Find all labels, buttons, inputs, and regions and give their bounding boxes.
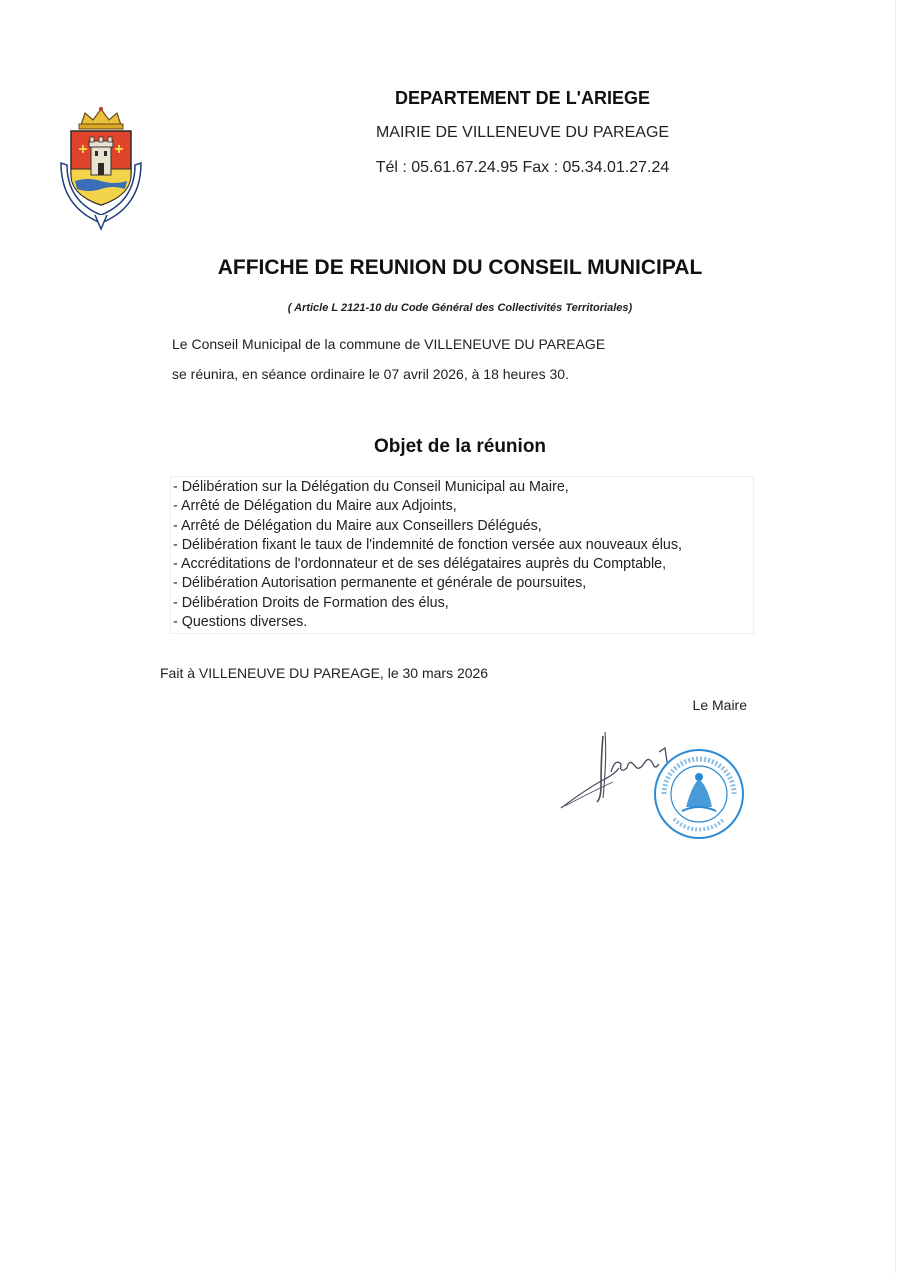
agenda-heading: Objet de la réunion — [373, 436, 547, 457]
agenda-item: - Questions diverses. — [173, 614, 308, 631]
legal-reference: ( Article L 2121-10 du Code Général des Collectivités Territoriales) — [287, 302, 633, 314]
agenda-list — [170, 476, 754, 634]
contact-line: Tél : 05.61.67.24.95 Fax : 05.34.01.27.24 — [375, 159, 670, 176]
agenda-item: - Arrêté de Délégation du Maire aux Adjoints, — [173, 498, 457, 515]
coat-of-arms-icon — [55, 103, 147, 231]
agenda-item: - Délibération fixant le taux de l'indemnité de fonction versée aux nouveaux élus, — [173, 536, 682, 553]
agenda-item: - Délibération sur la Délégation du Conseil Municipal au Maire, — [173, 479, 569, 495]
agenda-item: - Délibération Autorisation permanente et générale de poursuites, — [173, 575, 587, 592]
town-hall-stamp-icon — [652, 747, 746, 841]
scan-edge — [895, 0, 896, 1274]
page-title: AFFICHE DE REUNION DU CONSEIL MUNICIPAL — [217, 256, 703, 279]
signatory-title: Le Maire — [692, 697, 747, 713]
place-and-date: Fait à VILLENEUVE DU PAREAGE, le 30 mars 2026 — [160, 665, 489, 681]
town-hall-name: MAIRIE DE VILLENEUVE DU PAREAGE — [375, 124, 670, 141]
department-name: DEPARTEMENT DE L'ARIEGE — [395, 88, 650, 108]
intro-line-1: Le Conseil Municipal de la commune de VILLENEUVE DU PAREAGE — [172, 336, 606, 352]
agenda-item: - Délibération Droits de Formation des élus, — [173, 594, 449, 611]
agenda-item: - Accréditations de l'ordonnateur et de ses délégataires auprès du Comptable, — [173, 556, 667, 573]
agenda-item: - Arrêté de Délégation du Maire aux Conseillers Délégués, — [173, 517, 542, 534]
intro-line-2: se réunira, en séance ordinaire le 07 avril 2026, à 18 heures 30. — [172, 366, 569, 382]
